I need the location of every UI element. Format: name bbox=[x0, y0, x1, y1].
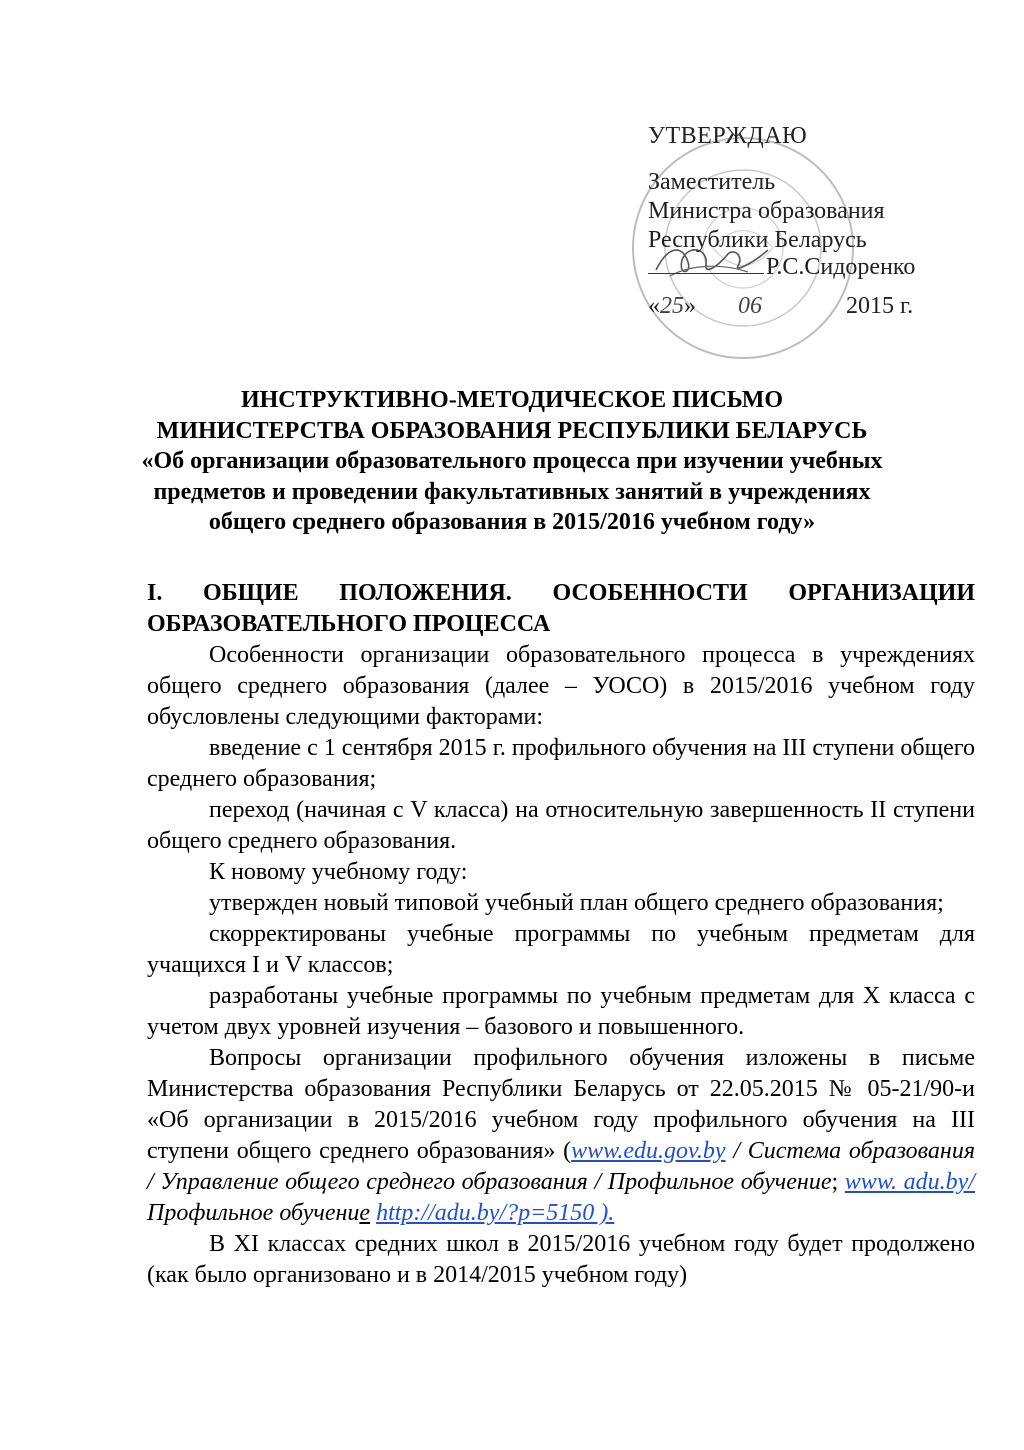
title-line-1: ИНСТРУКТИВНО-МЕТОДИЧЕСКОЕ ПИСЬМО bbox=[240, 387, 784, 413]
approval-signer: Р.С.Сидоренко bbox=[766, 254, 916, 280]
approval-signature-line bbox=[648, 253, 915, 282]
paragraph-8-profile-label: Профильное обучени bbox=[147, 1200, 360, 1226]
approval-header: УТВЕРЖДАЮ bbox=[648, 123, 808, 149]
approval-date-year: 2015 г. bbox=[846, 293, 914, 319]
paragraph-1: Особенности организации образовательного процесса в учреждениях общего среднего образования (далее – УОСО) в 2015/2016 учебном году обусловлены следующими факторами: bbox=[147, 642, 975, 730]
approval-position-line-3: Республики Беларусь bbox=[648, 227, 867, 253]
link-adu-by[interactable]: www. adu.by/ bbox=[844, 1169, 976, 1195]
section-1-heading-line-1: I. ОБЩИЕ ПОЛОЖЕНИЯ. ОСОБЕННОСТИ ОРГАНИЗАЦИИ bbox=[147, 580, 975, 606]
section-1-heading bbox=[147, 578, 975, 640]
approval-position-line-2: Министра образования bbox=[648, 198, 885, 224]
paragraph-8 bbox=[147, 1043, 975, 1229]
paragraph-8-path: / Система образования / Управление общего среднего образования / Профильное обучение bbox=[147, 1138, 975, 1195]
signature-underline bbox=[648, 273, 764, 274]
paragraph-8-text: Вопросы организации профильного обучения изложены в письме Министерства образования Республики Беларусь от 22.05.2015 № 05-21/90-и «Об организации в 2015/2016 учебном году профильного обучения на III ступени общего среднего образования» ( bbox=[147, 1045, 975, 1164]
paragraph-5: утвержден новый типовой учебный план общего среднего образования; bbox=[209, 890, 944, 916]
approval-position-line-1: Заместитель bbox=[648, 169, 776, 195]
link-edu-gov-by[interactable]: www.edu.gov.by bbox=[571, 1138, 726, 1164]
section-1-heading-line-2: ОБРАЗОВАТЕЛЬНОГО ПРОЦЕССА bbox=[147, 611, 551, 637]
title-line-3: «Об организации образовательного процесса при изучении учебных bbox=[141, 448, 883, 474]
paragraph-9: В XI классах средних школ в 2015/2016 учебном году будет продолжено (как было организовано и в 2014/2015 учебном году) bbox=[147, 1231, 975, 1288]
approval-date-day: «25» 06 bbox=[648, 293, 762, 319]
link-adu-by-p5150[interactable]: http://adu.by/?p=5150 ). bbox=[376, 1200, 615, 1226]
approval-date-month: 06 bbox=[738, 293, 762, 319]
document-body bbox=[147, 578, 975, 1291]
document-title bbox=[120, 385, 904, 538]
title-line-2: МИНИСТЕРСТВА ОБРАЗОВАНИЯ РЕСПУБЛИКИ БЕЛАРУСЬ bbox=[156, 417, 868, 444]
paragraph-3: переход (начиная с V класса) на относительную завершенность II ступени общего среднего образования. bbox=[147, 797, 975, 854]
title-line-5: общего среднего образования в 2015/2016 учебном году» bbox=[208, 509, 816, 535]
paragraph-6: скорректированы учебные программы по учебным предметам для учащихся I и V классов; bbox=[147, 921, 975, 978]
paragraph-2: введение с 1 сентября 2015 г. профильного обучения на III ступени общего среднего образования; bbox=[147, 735, 975, 792]
paragraph-4: К новому учебному году: bbox=[209, 859, 468, 885]
paragraph-7: разработаны учебные программы по учебным предметам для X класса с учетом двух уровней изучения – базового и повышенного. bbox=[147, 983, 975, 1040]
title-line-4: предметов и проведении факультативных занятий в учреждениях bbox=[153, 478, 871, 505]
paragraph-8-profile-label-tail: е bbox=[359, 1200, 371, 1226]
paragraph-8-separator: ; bbox=[831, 1169, 845, 1195]
